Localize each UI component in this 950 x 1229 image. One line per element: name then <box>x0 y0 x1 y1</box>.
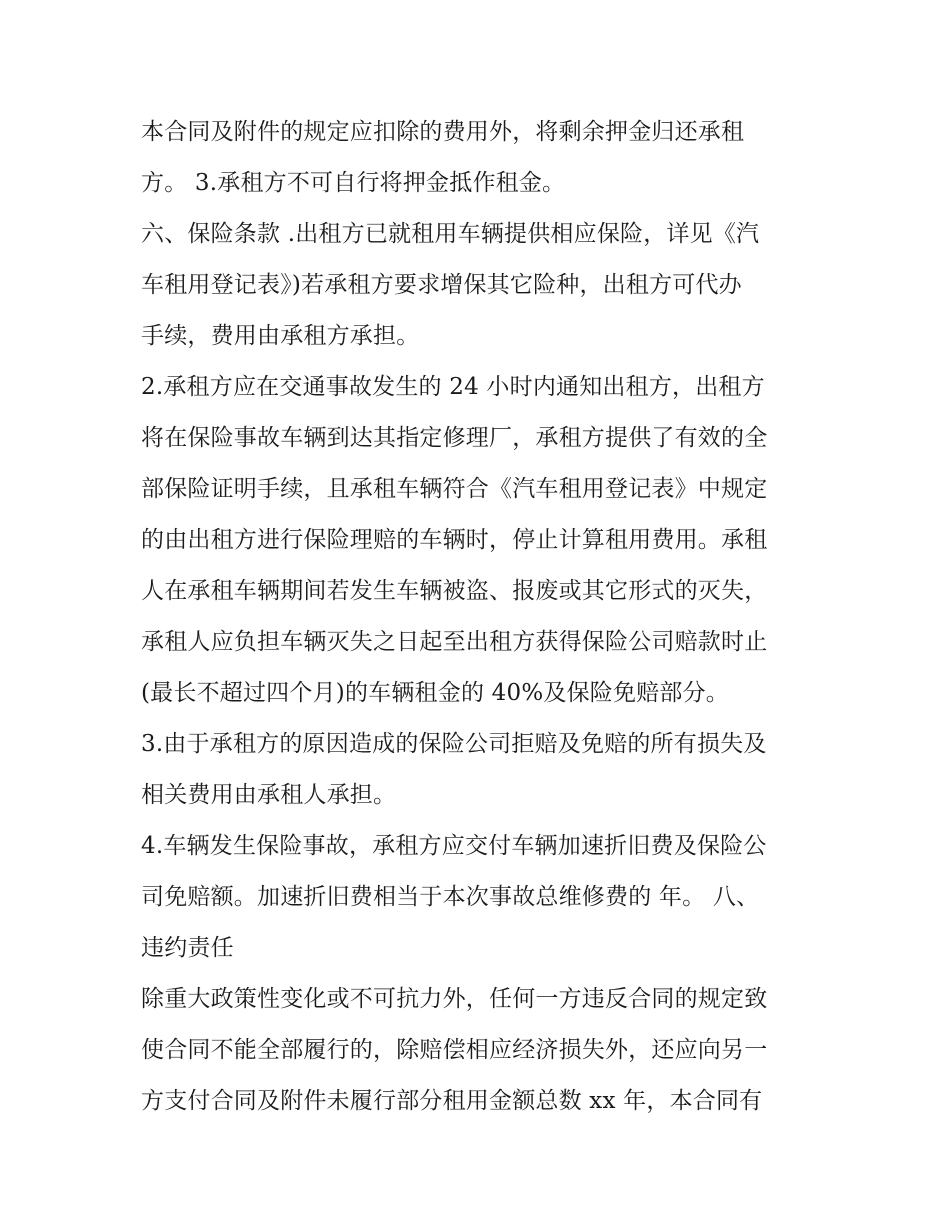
text-line: 方支付合同及附件未履行部分租用金额总数 xx 年，本合同有 <box>141 1088 763 1114</box>
text-line: (最长不超过四个月)的车辆租金的 40%及保险免赔部分。 <box>141 680 729 706</box>
text-line: 相关费用由承租人承担。 <box>141 782 397 808</box>
text-line: 部保险证明手续，且承租车辆符合《汽车租用登记表》中规定 <box>141 476 768 502</box>
contract-body-text <box>141 107 821 1127</box>
text-line: 方。 3.承租方不可自行将押金抵作租金。 <box>141 170 566 196</box>
text-line: 使合同不能全部履行的，除赔偿相应经济损失外，还应向另一 <box>141 1037 768 1063</box>
text-line: 司免赔额。加速折旧费相当于本次事故总维修费的 年。 八、 <box>141 884 760 910</box>
text-line: 4.车辆发生保险事故，承租方应交付车辆加速折旧费及保险公 <box>141 833 767 859</box>
text-line: 手续，费用由承租方承担。 <box>141 323 420 349</box>
text-line: 3.由于承租方的原因造成的保险公司拒赔及免赔的所有损失及 <box>141 731 767 757</box>
text-line: 将在保险事故车辆到达其指定修理厂，承租方提供了有效的全 <box>141 425 768 451</box>
text-line: 车租用登记表》)若承租方要求增保其它险种，出租方可代办 <box>141 272 742 298</box>
text-line: 除重大政策性变化或不可抗力外，任何一方违反合同的规定致 <box>141 986 768 1012</box>
text-line: 六、保险条款 .出租方已就租用车辆提供相应保险，详见《汽 <box>141 221 760 247</box>
text-line: 承租人应负担车辆灭失之日起至出租方获得保险公司赔款时止 <box>141 629 768 655</box>
text-line: 2.承租方应在交通事故发生的 24 小时内通知出租方，出租方 <box>141 374 765 400</box>
text-line: 本合同及附件的规定应扣除的费用外，将剩余押金归还承租 <box>141 119 745 145</box>
text-line: 的由出租方进行保险理赔的车辆时，停止计算租用费用。承租 <box>141 527 768 553</box>
text-line: 违约责任 <box>141 935 234 961</box>
text-line: 人在承租车辆期间若发生车辆被盗、报废或其它形式的灭失， <box>141 578 768 604</box>
